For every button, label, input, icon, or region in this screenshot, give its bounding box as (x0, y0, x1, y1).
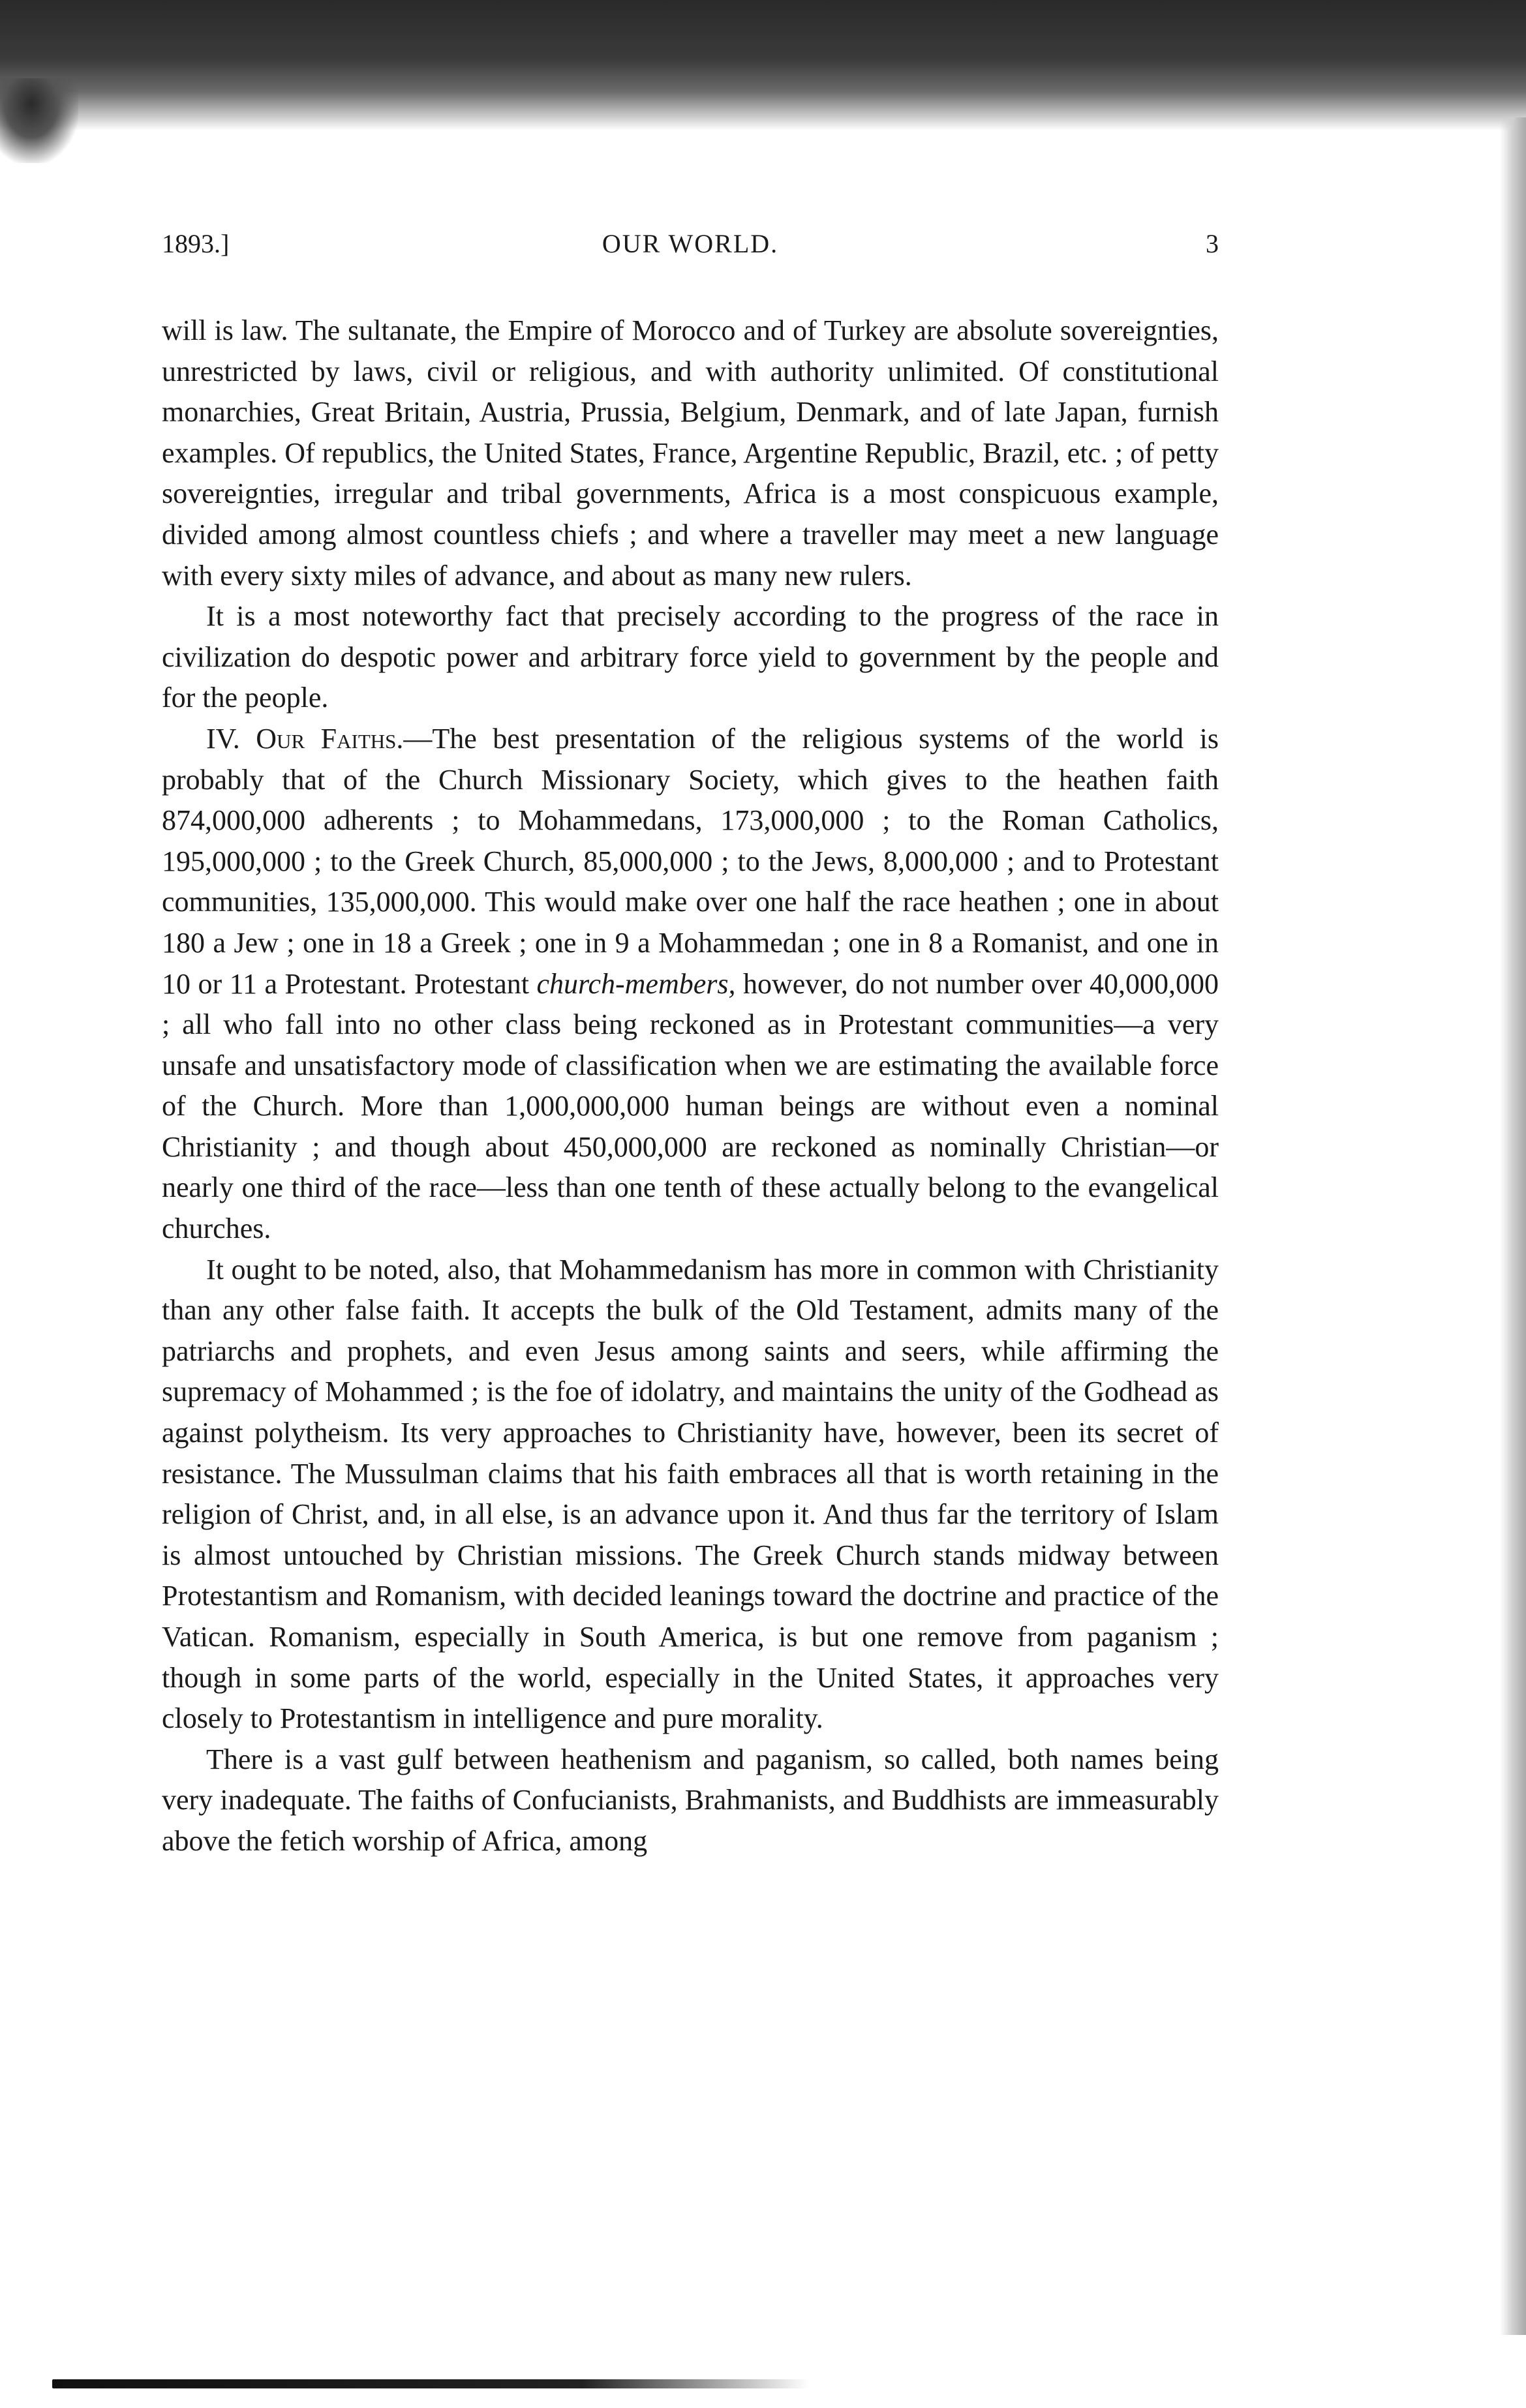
header-title: OUR WORLD. (602, 229, 779, 258)
paragraph-4 (162, 1250, 1219, 1739)
paragraph-4-text: It ought to be noted, also, that Mohammedanism has more in common with Christianity than any other false faith. It accepts the bulk of the Old Testament, admits many of the patriarchs and prophets, and even Jesus among saints and seers, while affirming the supremacy of Mohammed ; is the foe of idolatry, and maintains the unity of the Godhead as against polytheism. Its very approaches to Christianity have, however, been its secret of resistance. The Mussulman claims that his faith embraces all that is worth retaining in the religion of Christ, and, in all else, is an advance upon it. And thus far the territory of Islam is almost untouched by Christian missions. The Greek Church stands midway between Protestantism and Romanism, with decided leanings toward the doctrine and practice of the Vatican. Romanism, especially in South America, is but one remove from paganism ; though in some parts of the world, especially in the United States, it approaches very closely to Protestantism in intelligence and pure morality. (162, 1253, 1219, 1735)
paragraph-3 (162, 719, 1219, 1250)
running-head (162, 228, 1219, 274)
scan-border-bottom (52, 2379, 809, 2388)
scan-smudge (0, 78, 78, 163)
paragraph-2-text: It is a most noteworthy fact that precisely according to the progress of the race in civilization do despotic power and arbitrary force yield to government by the people and for the people. (162, 600, 1219, 714)
paragraph-3-text-after: however, do not number over 40,000,000 ; all who fall into no other class being reckoned as in Protestant communities—a very unsafe and unsatisfactory mode of classification when we are estimating the available force of the Church. More than 1,000,000,000 human beings are without even a nominal Christianity ; and though about 450,000,000 are reckoned as nominally Christian—or nearly one third of the race—less than one tenth of these actually belong to the evangelical churches. (162, 967, 1219, 1245)
section-number: IV. (206, 722, 240, 755)
page-number: 3 (1206, 229, 1219, 258)
section-heading: Our Faiths. (256, 722, 404, 755)
paragraph-2 (162, 596, 1219, 719)
scan-border-top (0, 0, 1526, 130)
body-text (162, 310, 1219, 1862)
scan-border-right (1500, 117, 1526, 2335)
paragraph-5 (162, 1739, 1219, 1862)
paragraph-5-text: There is a vast gulf between heathenism and paganism, so called, both names being very inadequate. The faiths of Confucianists, Brahmanists, and Buddhists are immeasurably above the fetich worship of Africa, among (162, 1743, 1219, 1857)
paragraph-1-text: will is law. The sultanate, the Empire of Morocco and of Turkey are absolute sovereignties, unrestricted by laws, civil or religious, and with authority unlimited. Of constitutional monarchies, Great Britain, Austria, Prussia, Belgium, Denmark, and of late Japan, furnish examples. Of republics, the United States, France, Argentine Republic, Brazil, etc. ; of petty sovereignties, irregular and tribal governments, Africa is a most conspicuous example, divided among almost countless chiefs ; and where a traveller may meet a new language with every sixty miles of advance, and about as many new rulers. (162, 314, 1219, 592)
paragraph-3-emphasis: church-members, (536, 967, 736, 1000)
paragraph-1 (162, 310, 1219, 596)
paragraph-3-text: —The best presentation of the religious systems of the world is probably that of the Church Missionary Society, which gives to the heathen faith 874,000,000 adherents ; to Mohammedans, 173,000,000 ; to the Roman Catholics, 195,000,000 ; to the Greek Church, 85,000,000 ; to the Jews, 8,000,000 ; and to Protestant communities, 135,000,000. This would make over one half the race heathen ; one in about 180 a Jew ; one in 18 a Greek ; one in 9 a Mohammedan ; one in 8 a Romanist, and one in 10 or 11 a Protestant. Protestant (162, 722, 1219, 1000)
header-year: 1893.] (162, 229, 230, 258)
